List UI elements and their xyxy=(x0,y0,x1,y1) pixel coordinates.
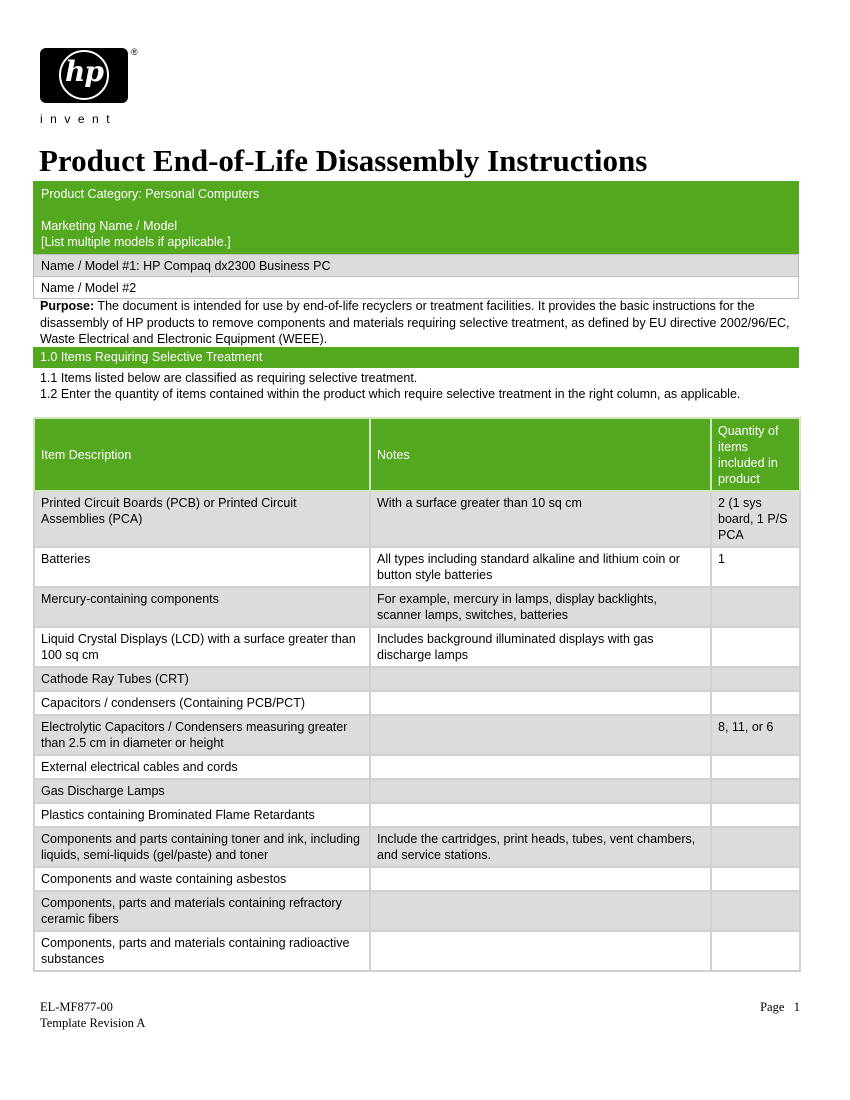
table-row xyxy=(34,667,800,691)
item-description: Batteries xyxy=(34,547,370,587)
item-description: Gas Discharge Lamps xyxy=(34,779,370,803)
hp-logo xyxy=(40,48,128,103)
item-notes xyxy=(370,691,711,715)
item-quantity xyxy=(711,691,800,715)
header-item-description: Item Description xyxy=(34,418,370,491)
item-description: Components and waste containing asbestos xyxy=(34,867,370,891)
item-quantity xyxy=(711,627,800,667)
item-quantity xyxy=(711,803,800,827)
item-quantity xyxy=(711,667,800,691)
product-category-block xyxy=(33,181,799,254)
item-notes xyxy=(370,779,711,803)
item-description: Electrolytic Capacitors / Condensers measuring greater than 2.5 cm in diameter or height xyxy=(34,715,370,755)
item-notes: With a surface greater than 10 sq cm xyxy=(370,491,711,547)
item-description: Printed Circuit Boards (PCB) or Printed Circuit Assemblies (PCA) xyxy=(34,491,370,547)
registered-mark: ® xyxy=(131,47,138,57)
page-number: 1 xyxy=(793,1000,800,1014)
footer-doc-info xyxy=(40,999,145,1031)
model-row-1: Name / Model #1: HP Compaq dx2300 Business PC xyxy=(33,254,799,277)
page-label: Page xyxy=(760,1000,785,1014)
table-row xyxy=(34,627,800,667)
item-quantity xyxy=(711,891,800,931)
marketing-name-label: Marketing Name / Model xyxy=(41,219,178,233)
item-quantity xyxy=(711,755,800,779)
item-description: Liquid Crystal Displays (LCD) with a surface greater than 100 sq cm xyxy=(34,627,370,667)
purpose-paragraph xyxy=(40,298,795,348)
logo-tagline: invent xyxy=(40,112,118,126)
item-quantity xyxy=(711,931,800,971)
template-revision: Template Revision A xyxy=(40,1016,146,1030)
item-notes: Includes background illuminated displays with gas discharge lamps xyxy=(370,627,711,667)
header-notes: Notes xyxy=(370,418,711,491)
item-notes: For example, mercury in lamps, display backlights, scanner lamps, switches, batteries xyxy=(370,587,711,627)
item-quantity xyxy=(711,827,800,867)
section-heading: 1.0 Items Requiring Selective Treatment xyxy=(33,347,799,368)
item-notes xyxy=(370,755,711,779)
item-quantity xyxy=(711,867,800,891)
marketing-name-hint: [List multiple models if applicable.] xyxy=(41,235,231,249)
document-id: EL-MF877-00 xyxy=(40,1000,113,1014)
item-notes xyxy=(370,931,711,971)
item-description: Components and parts containing toner and ink, including liquids, semi-liquids (gel/paste) and toner xyxy=(34,827,370,867)
section-notes xyxy=(40,370,795,402)
item-notes xyxy=(370,667,711,691)
category-line: Product Category: Personal Computers xyxy=(41,187,260,201)
page-indicator xyxy=(760,999,800,1015)
selective-treatment-table xyxy=(33,417,801,972)
item-notes: All types including standard alkaline and lithium coin or button style batteries xyxy=(370,547,711,587)
item-notes xyxy=(370,803,711,827)
item-quantity xyxy=(711,587,800,627)
hp-logo-mark: hp xyxy=(65,55,103,88)
section-note-1: 1.1 Items listed below are classified as requiring selective treatment. xyxy=(40,371,418,385)
table-row xyxy=(34,827,800,867)
item-description: Cathode Ray Tubes (CRT) xyxy=(34,667,370,691)
table-row xyxy=(34,691,800,715)
purpose-text: The document is intended for use by end-of-life recyclers or treatment facilities. It provides the basic instructions for the disassembly of HP products to remove components and materials requiring selective treatment, as defined by EU directive 2002/96/EC, Waste Electrical and Electronic Equipment (WEEE). xyxy=(40,299,790,346)
item-description: Components, parts and materials containing refractory ceramic fibers xyxy=(34,891,370,931)
model-row-2: Name / Model #2 xyxy=(33,276,799,299)
header-quantity: Quantity of items included in product xyxy=(711,418,800,491)
table-row xyxy=(34,779,800,803)
table-row xyxy=(34,491,800,547)
table-row xyxy=(34,547,800,587)
item-quantity xyxy=(711,779,800,803)
table-row xyxy=(34,931,800,971)
item-description: External electrical cables and cords xyxy=(34,755,370,779)
purpose-label: Purpose: xyxy=(40,299,95,313)
item-description: Components, parts and materials containing radioactive substances xyxy=(34,931,370,971)
item-description: Mercury-containing components xyxy=(34,587,370,627)
item-notes: Include the cartridges, print heads, tubes, vent chambers, and service stations. xyxy=(370,827,711,867)
item-quantity: 8, 11, or 6 xyxy=(711,715,800,755)
item-description: Plastics containing Brominated Flame Retardants xyxy=(34,803,370,827)
table-row xyxy=(34,587,800,627)
item-notes xyxy=(370,867,711,891)
item-quantity: 1 xyxy=(711,547,800,587)
table-row xyxy=(34,715,800,755)
table-row xyxy=(34,891,800,931)
table-row xyxy=(34,755,800,779)
page-title: Product End-of-Life Disassembly Instructions xyxy=(39,143,648,178)
section-note-2: 1.2 Enter the quantity of items contained within the product which require selective treatment in the right column, as applicable. xyxy=(40,387,741,401)
item-notes xyxy=(370,891,711,931)
table-row xyxy=(34,803,800,827)
table-row xyxy=(34,867,800,891)
item-description: Capacitors / condensers (Containing PCB/PCT) xyxy=(34,691,370,715)
item-quantity: 2 (1 sys board, 1 P/S PCA xyxy=(711,491,800,547)
item-notes xyxy=(370,715,711,755)
